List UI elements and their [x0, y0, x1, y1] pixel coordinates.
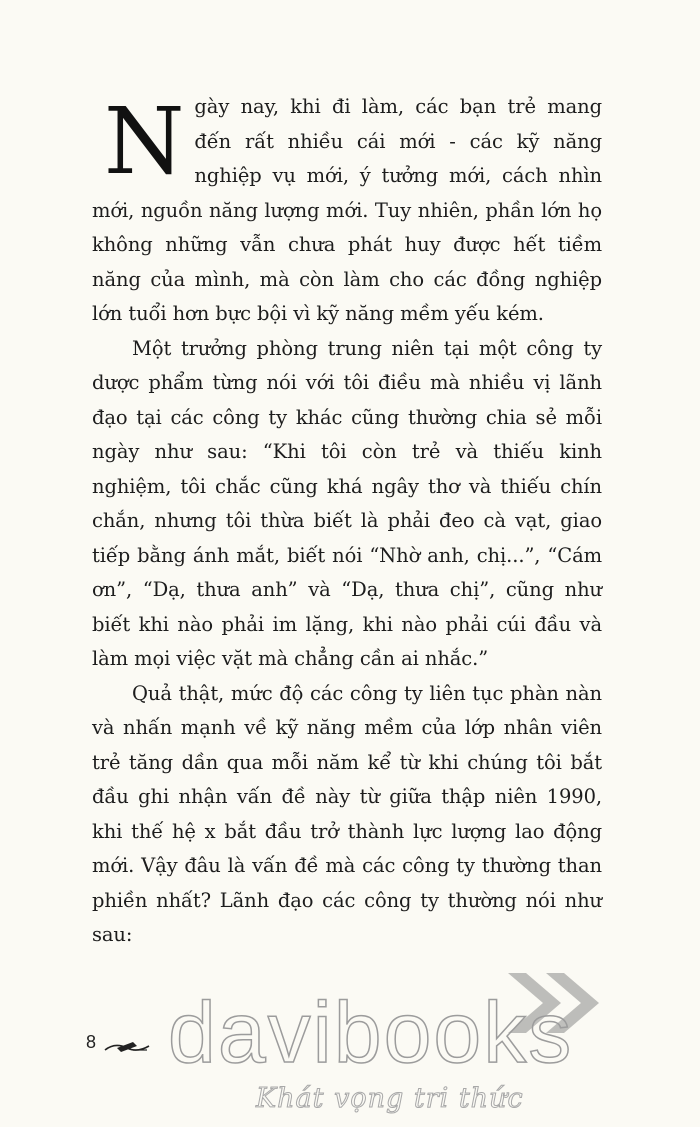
paragraph-2: Một trưởng phòng trung niên tại một công ty dược phẩm từng nói với tôi điều mà nhiều vị lãnh đạo tại các công ty khác cũng thường chia sẻ mỗi ngày như sau: “Khi tôi còn trẻ và thiếu kinh nghiệm, tôi chắc cũng khá ngây thơ và thiếu chín chắn, nhưng tôi thừa biết là phải đeo cà vạt, giao tiếp bằng ánh mắt, biết nói “Nhờ anh, chị...”, “Cám ơn”, “Dạ, thưa anh” và “Dạ, thưa chị”, cũng như biết khi nào phải im lặng, khi nào phải cúi đầu và làm mọi việc vặt mà chẳng cần ai nhắc.”: [92, 336, 602, 670]
watermark-tagline: Khát vọng tri thức: [256, 1083, 524, 1114]
body-text: [92, 90, 602, 953]
paragraph-1: [92, 90, 602, 332]
book-ornament-icon: [103, 1036, 153, 1056]
drop-cap: N: [104, 88, 185, 195]
paragraph-3: Quả thật, mức độ các công ty liên tục phàn nàn và nhấn mạnh về kỹ năng mềm của lớp nhân viên trẻ tăng dần qua mỗi năm kể từ khi chúng tôi bắt đầu ghi nhận vấn đề này từ giữa thập niên 1990, khi thế hệ x bắt đầu trở thành lực lượng lao động mới. Vậy đâu là vấn đề mà các công ty thường than phiền nhất? Lãnh đạo các công ty thường nói như sau:: [92, 681, 602, 946]
watermark-brand: davibooks: [168, 985, 574, 1081]
page-number: 8: [86, 1032, 97, 1052]
paragraph-1-text: gày nay, khi đi làm, các bạn trẻ mang đến rất nhiều cái mới - các kỹ năng nghiệp vụ mới, ý tưởng mới, cách nhìn mới, nguồn năng lượng mới. Tuy nhiên, phần lớn họ không những vẫn chưa phát huy được hết tiềm năng của mình, mà còn làm cho các đồng nghiệp lớn tuổi hơn bực bội vì kỹ năng mềm yếu kém.: [92, 95, 602, 325]
